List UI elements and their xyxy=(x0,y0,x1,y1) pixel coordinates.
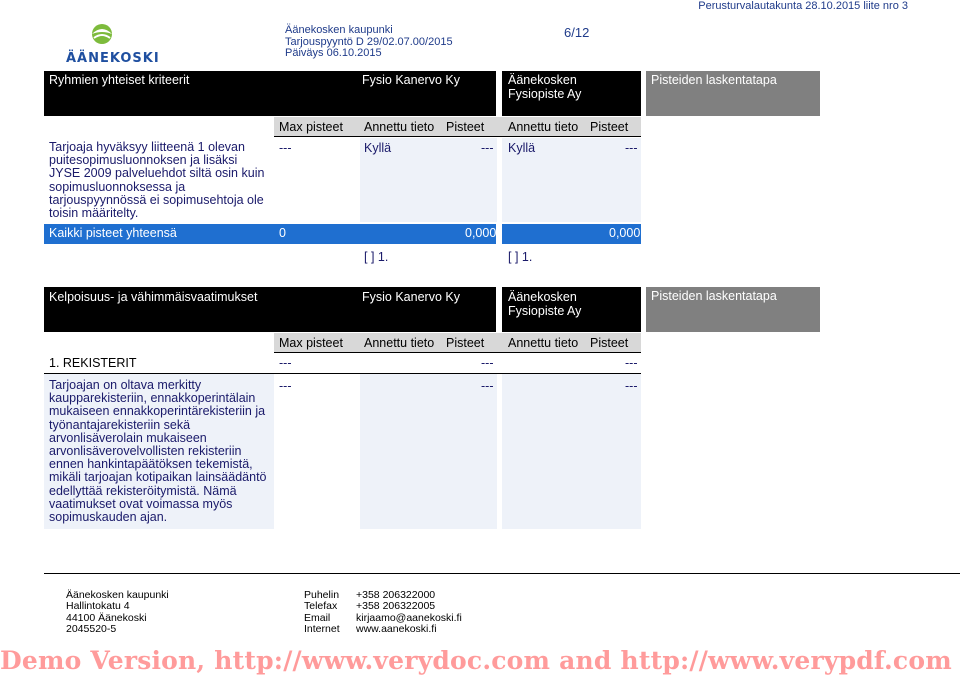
footer-label: Email xyxy=(304,611,331,624)
section1-title: Ryhmien yhteiset kriteerit xyxy=(49,73,190,87)
section1-col-pisteet2: Pisteet xyxy=(590,120,629,134)
demo-watermark: Demo Version, http://www.verydoc.com and http://www.verypdf.com xyxy=(0,646,952,675)
header-org: Äänekosken kaupunki xyxy=(285,24,393,36)
logo-text: ÄÄNEKOSKI xyxy=(66,51,160,66)
footer-phone: +358 206322000 xyxy=(356,589,436,601)
section1-col-annettu2: Annettu tieto xyxy=(508,120,579,134)
section1-row-annettu1: Kyllä xyxy=(364,141,392,155)
section1-bidder2: Äänekosken Fysiopiste Ay xyxy=(508,73,582,101)
footer-label: Internet xyxy=(304,623,340,636)
section1-row-annettu2: Kyllä xyxy=(508,141,536,155)
header-date: Päiväys 06.10.2015 xyxy=(285,47,382,59)
footer-address-line: Äänekosken kaupunki xyxy=(66,589,169,601)
section2-row-p2: --- xyxy=(625,379,638,393)
aanekoski-logo xyxy=(64,22,160,66)
footer-values xyxy=(356,590,462,636)
footer-label: Telefax xyxy=(304,600,338,613)
section1-criterion-text: Tarjoaja hyväksyy liitteenä 1 olevan puitesopimusluonnoksen ja lisäksi JYSE 2009 palveluehdot siltä osin kuin sopimusluonnoksessa ja tarjouspyynnössä ei sopimusehtoja ole toisin määritelty. xyxy=(49,140,265,221)
section1-row-max: --- xyxy=(279,141,292,155)
section2-title: Kelpoisuus- ja vähimmäisvaatimukset xyxy=(49,290,258,304)
section1-bidder1: Fysio Kanervo Ky xyxy=(362,73,460,87)
section1-method: Pisteiden laskentatapa xyxy=(651,73,777,87)
section1-col-max: Max pisteet xyxy=(279,120,343,134)
footer-address xyxy=(66,590,169,636)
section1-total-label: Kaikki pisteet yhteensä xyxy=(49,226,177,240)
section2-bidder2-cell xyxy=(502,374,641,529)
footer-label: Puhelin xyxy=(304,589,340,601)
footer-website[interactable]: www.aanekoski.fi xyxy=(356,623,437,636)
section1-total-bidder1: 0,000 xyxy=(465,226,497,240)
section1-column-header-row xyxy=(274,117,641,136)
section2-bidder1: Fysio Kanervo Ky xyxy=(362,290,460,304)
section1-header-underline xyxy=(274,136,641,137)
section1-col-annettu1: Annettu tieto xyxy=(364,120,435,134)
section2-group-label: 1. REKISTERIT xyxy=(49,356,137,370)
footer-address-line: Hallintokatu 4 xyxy=(66,600,130,613)
section2-header-underline xyxy=(274,352,641,353)
footer-email[interactable]: kirjaamo@aanekoski.fi xyxy=(356,611,462,624)
section1-total-fill xyxy=(508,228,588,240)
section1-method-box xyxy=(646,71,820,116)
section2-row-p1: --- xyxy=(481,379,494,393)
page-number: 6/12 xyxy=(564,25,590,40)
section2-col-pisteet1: Pisteet xyxy=(446,336,485,350)
section2-group-p2: --- xyxy=(625,356,638,370)
footer-address-line: 44100 Äänekoski xyxy=(66,611,147,624)
section2-row-max: --- xyxy=(279,379,292,393)
section2-col-pisteet2: Pisteet xyxy=(590,336,629,350)
section2-group-max: --- xyxy=(279,356,292,370)
section2-col-annettu1: Annettu tieto xyxy=(364,336,435,350)
section2-col-annettu2: Annettu tieto xyxy=(508,336,579,350)
section2-criterion-text: Tarjoajan on oltava merkitty kaupparekisteriin, ennakkoperintälain mukaiseen ennakkoperintärekisteriin ja työnantajarekisteriin sekä arvonlisäverolain mukaiseen arvonlisäverovelvollisten rekisteriin ennen hankintapäätöksen tekemistä, mikäli tarjoajan kotipaikan lainsäädäntö edellyttää rekisteröitymistä. Nämä vaatimukset ovat voimassa myös sopimuskauden ajan. xyxy=(49,378,267,525)
section2-method: Pisteiden laskentatapa xyxy=(651,289,777,303)
section1-ref2: [ ] 1. xyxy=(508,250,533,264)
footer-fax: +358 206322005 xyxy=(356,600,436,613)
section1-total-gap xyxy=(496,224,502,244)
section1-row-pisteet2: --- xyxy=(625,141,638,155)
document-annotation: Perusturvalautakunta 28.10.2015 liite nro 3 xyxy=(698,0,908,12)
section1-col-pisteet1: Pisteet xyxy=(446,120,485,134)
footer-divider xyxy=(44,573,960,574)
footer-labels xyxy=(304,590,340,636)
section1-ref1: [ ] 1. xyxy=(364,250,389,264)
section1-total-max: 0 xyxy=(279,226,286,240)
header-tender: Tarjouspyyntö D 29/02.07.00/2015 xyxy=(285,36,453,48)
section2-column-header-row xyxy=(274,333,641,352)
logo-icon xyxy=(64,22,160,66)
section2-method-box xyxy=(646,287,820,332)
section2-bidder2: Äänekosken Fysiopiste Ay xyxy=(508,290,582,318)
section1-row-pisteet1: --- xyxy=(481,141,494,155)
section1-total-bidder2: 0,000 xyxy=(609,226,641,240)
section2-group-p1: --- xyxy=(481,356,494,370)
footer-address-line: 2045520-5 xyxy=(66,623,117,636)
section2-bidder1-cell xyxy=(360,374,497,529)
section2-col-max: Max pisteet xyxy=(279,336,343,350)
